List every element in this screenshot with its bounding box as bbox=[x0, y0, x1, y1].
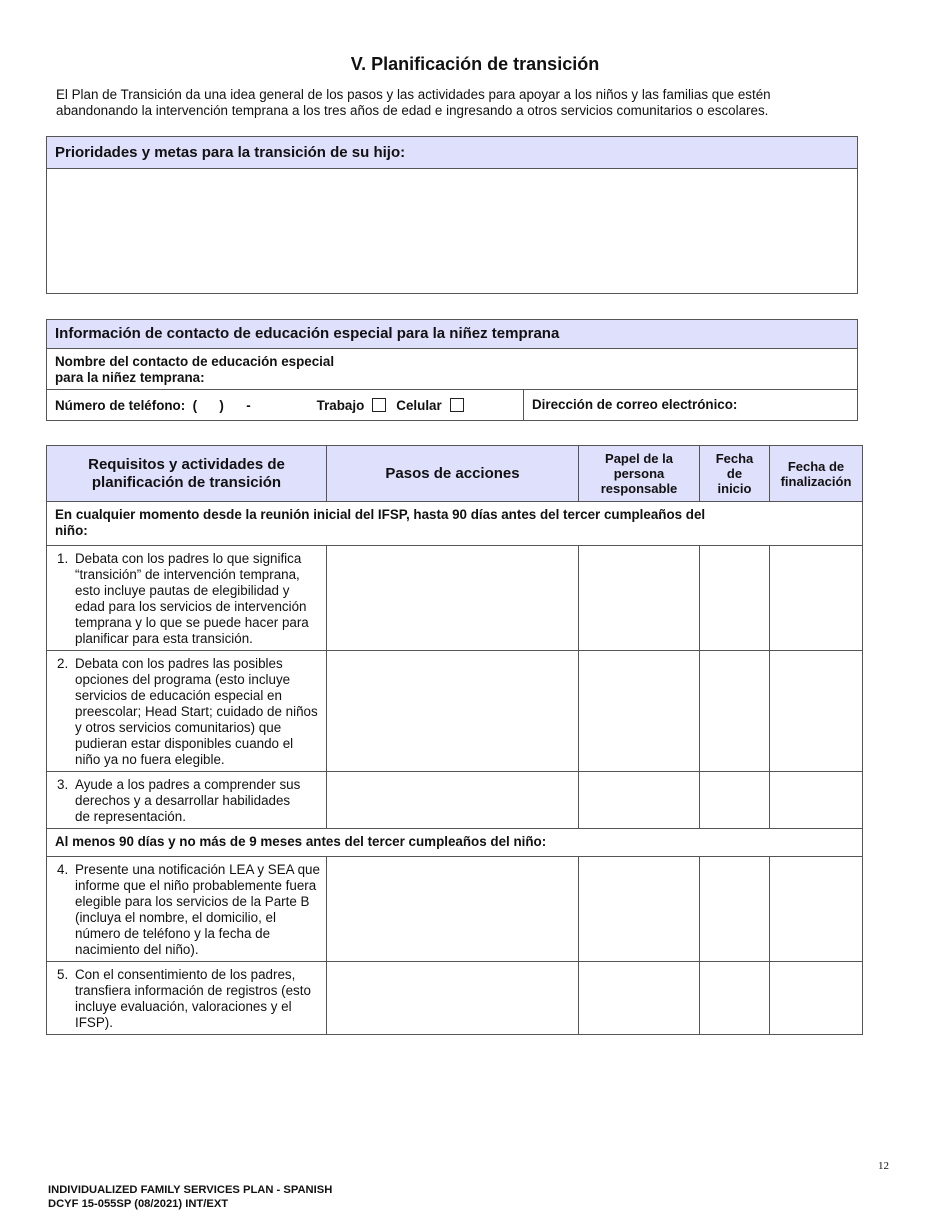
item-text: Con el consentimiento de los padres, transfiera información de registros (esto incluye evaluación, valoraciones y el IFSP). bbox=[75, 967, 311, 1030]
steps-cell[interactable] bbox=[327, 962, 579, 1035]
section-2-label: Al menos 90 días y no más de 9 meses antes del tercer cumpleaños del niño: bbox=[47, 829, 863, 857]
contact-name-field[interactable] bbox=[47, 349, 857, 390]
start-date-cell[interactable] bbox=[700, 772, 770, 829]
table-row bbox=[47, 962, 863, 1035]
footer-line-1: INDIVIDUALIZED FAMILY SERVICES PLAN - SPANISH bbox=[48, 1184, 333, 1196]
role-cell[interactable] bbox=[579, 857, 700, 962]
footer bbox=[48, 1183, 332, 1211]
table-row bbox=[47, 772, 863, 829]
item-number: 1. bbox=[57, 551, 69, 566]
end-date-cell[interactable] bbox=[770, 651, 863, 772]
transition-plan-table bbox=[46, 445, 863, 1035]
intro-paragraph: El Plan de Transición da una idea general de los pasos y las actividades para apoyar a los niños y las familias que estén abandonando la intervención temprana a los tres años de edad e ingresando a otros servicios comunitarios o escolares. bbox=[56, 87, 771, 118]
priorities-input-area[interactable] bbox=[47, 169, 857, 293]
table-row bbox=[47, 546, 863, 651]
start-date-cell[interactable] bbox=[700, 651, 770, 772]
item-number: 4. bbox=[57, 862, 69, 877]
priorities-box bbox=[46, 136, 858, 294]
contact-box bbox=[46, 319, 858, 421]
email-label: Dirección de correo electrónico: bbox=[532, 397, 738, 412]
start-date-cell[interactable] bbox=[700, 857, 770, 962]
contact-header: Información de contacto de educación especial para la niñez temprana bbox=[47, 320, 857, 349]
work-label: Trabajo bbox=[316, 397, 365, 413]
item-text: Ayude a los padres a comprender sus derechos y a desarrollar habilidades de representación. bbox=[75, 777, 301, 824]
steps-cell[interactable] bbox=[327, 651, 579, 772]
steps-cell[interactable] bbox=[327, 546, 579, 651]
section-1-label: En cualquier momento desde la reunión inicial del IFSP, hasta 90 días antes del tercer cumpleaños del niño: bbox=[47, 502, 863, 546]
start-date-cell[interactable] bbox=[700, 546, 770, 651]
email-field[interactable] bbox=[524, 390, 737, 420]
col-header-start: Fecha de inicio bbox=[700, 446, 770, 502]
end-date-cell[interactable] bbox=[770, 962, 863, 1035]
footer-line-2: DCYF 15-055SP (08/2021) INT/EXT bbox=[48, 1198, 229, 1210]
item-number: 3. bbox=[57, 777, 69, 792]
cell-checkbox[interactable] bbox=[450, 398, 464, 412]
item-text: Presente una notificación LEA y SEA que informe que el niño probablemente fuera elegible para los servicios de la Parte B (incluya el nombre, el domicilio, el número de teléfono y la fecha de nacimiento del niño). bbox=[75, 862, 320, 957]
steps-cell[interactable] bbox=[327, 857, 579, 962]
contact-name-label-2: para la niñez temprana: bbox=[55, 370, 205, 385]
item-text: Debata con los padres las posibles opciones del programa (esto incluye servicios de educación especial en preescolar; Head Start; cuidado de niños y otros servicios comunitarios) que pudieran estar disponibles cuando el niño ya no fuera elegible. bbox=[75, 656, 318, 767]
end-date-cell[interactable] bbox=[770, 857, 863, 962]
page-number: 12 bbox=[878, 1160, 889, 1172]
phone-field[interactable] bbox=[47, 390, 524, 420]
start-date-cell[interactable] bbox=[700, 962, 770, 1035]
col-header-steps: Pasos de acciones bbox=[327, 446, 579, 502]
item-number: 2. bbox=[57, 656, 69, 671]
phone-label: Número de teléfono: ( ) - bbox=[55, 397, 251, 413]
page-title: V. Planificación de transición bbox=[350, 54, 600, 74]
item-number: 5. bbox=[57, 967, 69, 982]
end-date-cell[interactable] bbox=[770, 546, 863, 651]
end-date-cell[interactable] bbox=[770, 772, 863, 829]
role-cell[interactable] bbox=[579, 962, 700, 1035]
steps-cell[interactable] bbox=[327, 772, 579, 829]
role-cell[interactable] bbox=[579, 651, 700, 772]
priorities-header: Prioridades y metas para la transición de su hijo: bbox=[47, 137, 857, 169]
contact-name-label-1: Nombre del contacto de educación especial bbox=[55, 354, 335, 369]
role-cell[interactable] bbox=[579, 772, 700, 829]
col-header-requirements: Requisitos y actividades de planificación de transición bbox=[47, 446, 327, 502]
table-row bbox=[47, 651, 863, 772]
col-header-role: Papel de la persona responsable bbox=[579, 446, 700, 502]
table-row bbox=[47, 857, 863, 962]
item-text: Debata con los padres lo que significa “transición” de intervención temprana, esto incluye pautas de elegibilidad y edad para los servicios de intervención temprana y lo que se puede hacer para planificar para esta transición. bbox=[75, 551, 309, 646]
role-cell[interactable] bbox=[579, 546, 700, 651]
work-checkbox[interactable] bbox=[372, 398, 386, 412]
cell-label: Celular bbox=[396, 397, 442, 413]
col-header-end: Fecha de finalización bbox=[770, 446, 863, 502]
